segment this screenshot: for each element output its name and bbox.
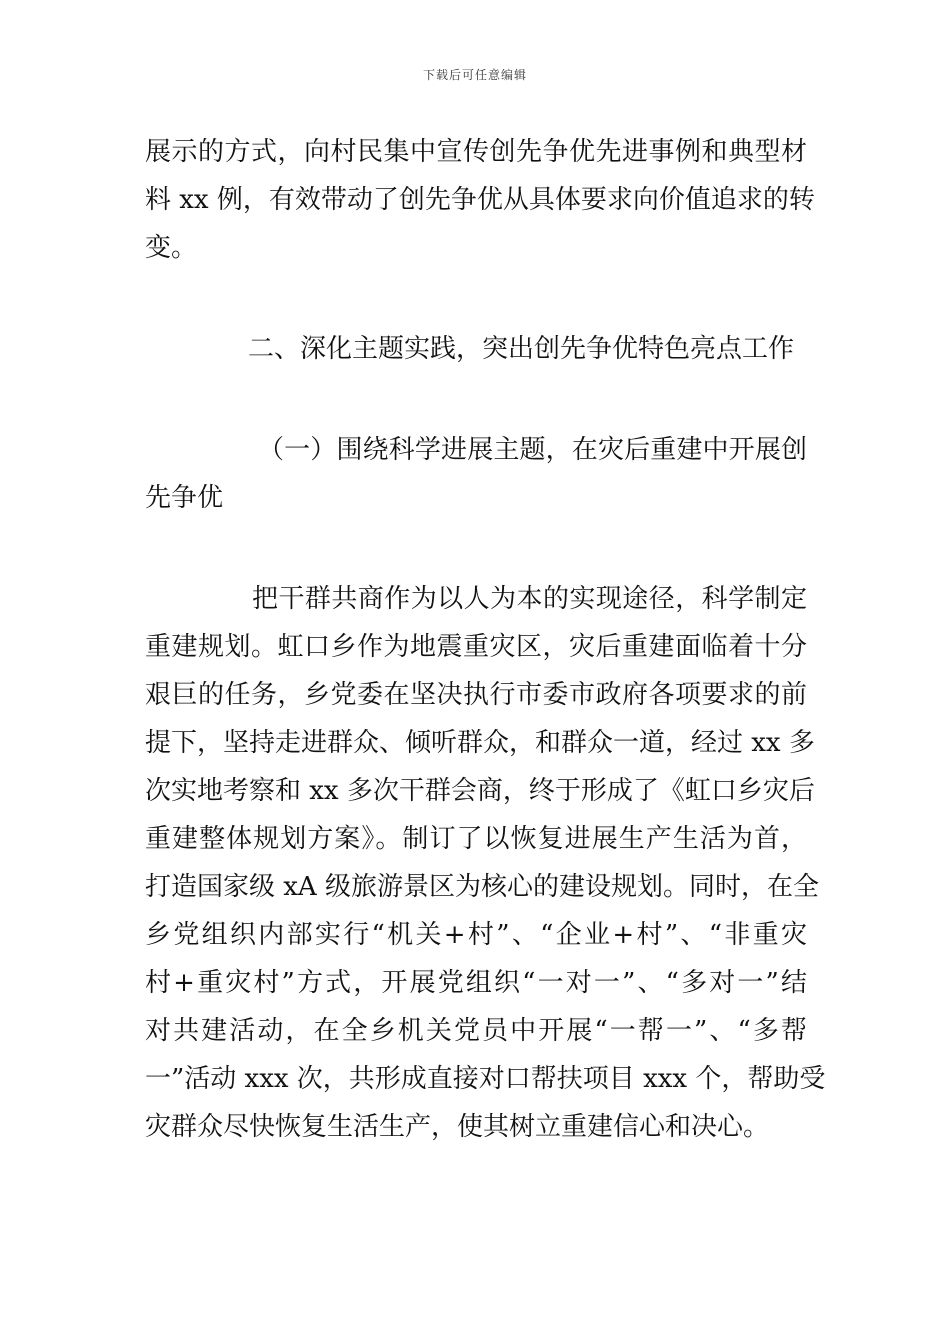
paragraph-line: 乡党组织内部实行“机关+村”、“企业+村”、“非重灾	[145, 920, 807, 950]
paragraph-line: 展示的方式，向村民集中宣传创先争优先进事例和典型材	[145, 137, 807, 167]
paragraph-line: 提下，坚持走进群众、倾听群众，和群众一道，经过 xx 多	[145, 728, 815, 758]
subsection-heading-continued: 先争优	[145, 483, 224, 513]
page-header: 下载后可任意编辑	[422, 68, 527, 82]
paragraph-line: 料 xx 例，有效带动了创先争优从具体要求向价值追求的转	[145, 185, 815, 215]
paragraph-line: 一”活动 xxx 次，共形成直接对口帮扶项目 xxx 个，帮助受	[145, 1064, 826, 1094]
paragraph-line: 次实地考察和 xx 多次干群会商，终于形成了《虹口乡灾后	[145, 776, 815, 806]
paragraph-line: 打造国家级 xA 级旅游景区为核心的建设规划。同时，在全	[145, 872, 819, 902]
paragraph-line: 重建整体规划方案》。制订了以恢复进展生产生活为首，	[145, 824, 807, 854]
section-heading: 二、深化主题实践，突出创先争优特色亮点工作	[248, 334, 795, 364]
paragraph-line: 变。	[145, 233, 198, 263]
subsection-heading: （一）围绕科学进展主题，在灾后重建中开展创	[258, 435, 807, 465]
paragraph-line: 把干群共商作为以人为本的实现途径，科学制定	[252, 584, 807, 614]
paragraph-line: 灾群众尽快恢复生活生产，使其树立重建信心和决心。	[145, 1112, 770, 1142]
paragraph-line: 重建规划。虹口乡作为地震重灾区，灾后重建面临着十分	[145, 632, 807, 662]
paragraph-line: 对共建活动，在全乡机关党员中开展“一帮一”、“多帮	[145, 1016, 807, 1046]
paragraph-line: 村+重灾村”方式，开展党组织“一对一”、“多对一”结	[145, 968, 807, 998]
paragraph-line: 艰巨的任务，乡党委在坚决执行市委市政府各项要求的前	[145, 680, 807, 710]
